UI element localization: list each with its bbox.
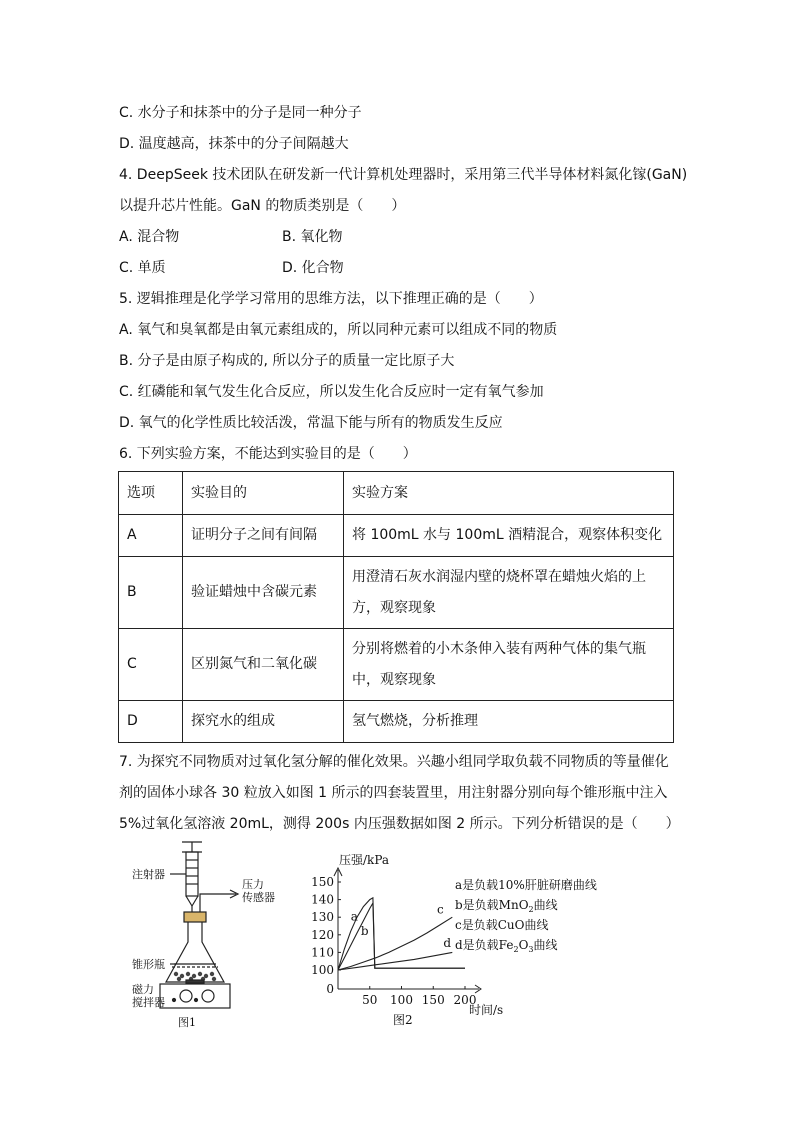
series-d-label: d bbox=[443, 936, 452, 951]
q4-option-d: D. 化合物 bbox=[282, 260, 344, 276]
x-tick-label: 200 bbox=[453, 993, 477, 1007]
q3-option-c: C. 水分子和抹茶中的分子是同一种分子 bbox=[119, 105, 362, 121]
table-row bbox=[119, 515, 674, 557]
row-purpose: 验证蜡烛中含碳元素 bbox=[183, 557, 344, 629]
legend-item: c是负载CuO曲线 bbox=[455, 918, 549, 932]
stirrer-label-2: 搅拌器 bbox=[132, 996, 165, 1009]
q5-stem: 5. 逻辑推理是化学学习常用的思维方法，以下推理正确的是（ ） bbox=[119, 291, 543, 307]
table-header-row bbox=[119, 472, 674, 515]
y-tick-label: 120 bbox=[311, 927, 334, 942]
row-plan bbox=[344, 515, 674, 557]
q4-stem-line1: 4. DeepSeek 技术团队在研发新一代计算机处理器时，采用第三代半导体材料氮化镓(GaN) bbox=[119, 167, 688, 183]
table-row bbox=[119, 629, 674, 701]
y-tick-label: 0 bbox=[326, 982, 334, 996]
q7-stem-line3: 5%过氧化氢溶液 20mL，测得 200s 内压强数据如图 2 所示。下列分析错误的是（ ） bbox=[119, 816, 680, 832]
q3-option-d: D. 温度越高，抹茶中的分子间隔越大 bbox=[119, 136, 349, 152]
x-tick-label: 100 bbox=[390, 993, 413, 1007]
q4-option-c: C. 单质 bbox=[119, 260, 166, 276]
row-option: A bbox=[119, 515, 183, 557]
figure2-pressure-chart bbox=[305, 850, 635, 1030]
header-purpose: 实验目的 bbox=[183, 472, 344, 515]
q5-option-d: D. 氧气的化学性质比较活泼，常温下能与所有的物质发生反应 bbox=[119, 415, 503, 431]
series-a-label: a bbox=[350, 909, 358, 924]
row-purpose: 区别氮气和二氧化碳 bbox=[183, 629, 344, 701]
row-plan-line2: 中，观察现象 bbox=[352, 671, 436, 688]
x-tick-label: 150 bbox=[421, 993, 445, 1007]
row-plan-line1: 氢气燃烧，分析推理 bbox=[352, 713, 478, 729]
row-option: D bbox=[119, 701, 183, 743]
q4-stem-line2: 以提升芯片性能。GaN 的物质类别是（ ） bbox=[119, 198, 406, 214]
q6-stem: 6. 下列实验方案，不能达到实验目的是（ ） bbox=[119, 446, 417, 462]
table-row bbox=[119, 557, 674, 629]
row-option: C bbox=[119, 629, 183, 701]
q4-option-a: A. 混合物 bbox=[119, 229, 180, 245]
q4-option-b: B. 氧化物 bbox=[282, 229, 343, 245]
y-axis-label: 压强/kPa bbox=[339, 853, 390, 867]
q5-option-c: C. 红磷能和氧气发生化合反应，所以发生化合反应时一定有氧气参加 bbox=[119, 384, 544, 400]
syringe-label: 注射器 bbox=[132, 868, 165, 881]
x-tick-label: 50 bbox=[362, 993, 378, 1007]
row-plan bbox=[344, 701, 674, 743]
header-plan: 实验方案 bbox=[344, 472, 674, 515]
legend-item: b是负载MnO$_2$曲线 bbox=[455, 898, 558, 914]
legend-item: d是负载$Fe_2O_3$曲线 bbox=[455, 938, 558, 954]
row-purpose: 探究水的组成 bbox=[183, 701, 344, 743]
legend-item: a是负载10%肝脏研磨曲线 bbox=[455, 878, 597, 892]
q7-stem-line2: 剂的固体小球各 30 粒放入如图 1 所示的四套装置里，用注射器分别向每个锥形瓶中注入 bbox=[119, 785, 668, 801]
y-tick-label: 150 bbox=[311, 875, 334, 889]
series-b-label: b bbox=[360, 923, 369, 938]
figure1-apparatus-diagram bbox=[130, 836, 300, 1031]
x-axis-label: 时间/s bbox=[469, 1003, 504, 1017]
experiment-table bbox=[118, 471, 674, 743]
figure1-caption: 图1 bbox=[178, 1016, 196, 1029]
y-tick-label: 100 bbox=[311, 963, 334, 977]
q5-option-b: B. 分子是由原子构成的, 所以分子的质量一定比原子大 bbox=[119, 353, 455, 369]
row-option: B bbox=[119, 557, 183, 629]
q7-stem-line1: 7. 为探究不同物质对过氧化氢分解的催化效果。兴趣小组同学取负载不同物质的等量催化 bbox=[119, 754, 669, 770]
y-tick-label: 140 bbox=[311, 892, 334, 907]
header-option: 选项 bbox=[119, 472, 183, 515]
table-row bbox=[119, 701, 674, 743]
y-tick-label: 110 bbox=[311, 945, 334, 960]
row-plan-line1: 将 100mL 水与 100mL 酒精混合，观察体积变化 bbox=[352, 527, 663, 543]
row-plan-line1: 用澄清石灰水润湿内壁的烧杯罩在蜡烛火焰的上 bbox=[352, 568, 646, 585]
q5-option-a: A. 氧气和臭氧都是由氧元素组成的，所以同种元素可以组成不同的物质 bbox=[119, 322, 558, 338]
stirrer-label-1: 磁力 bbox=[132, 983, 154, 996]
row-plan bbox=[344, 629, 674, 701]
series-d-line bbox=[338, 952, 452, 970]
sensor-label-1: 压力 bbox=[242, 878, 264, 891]
figure2-caption: 图2 bbox=[393, 1013, 413, 1027]
row-plan-line1: 分别将燃着的小木条伸入装有两种气体的集气瓶 bbox=[352, 640, 646, 657]
row-purpose: 证明分子之间有间隔 bbox=[183, 515, 344, 557]
sensor-label-2: 传感器 bbox=[242, 891, 275, 904]
row-plan-line2: 方，观察现象 bbox=[352, 599, 436, 616]
flask-label: 锥形瓶 bbox=[132, 958, 165, 971]
row-plan bbox=[344, 557, 674, 629]
series-c-label: c bbox=[437, 902, 444, 917]
y-tick-label: 130 bbox=[311, 910, 334, 925]
